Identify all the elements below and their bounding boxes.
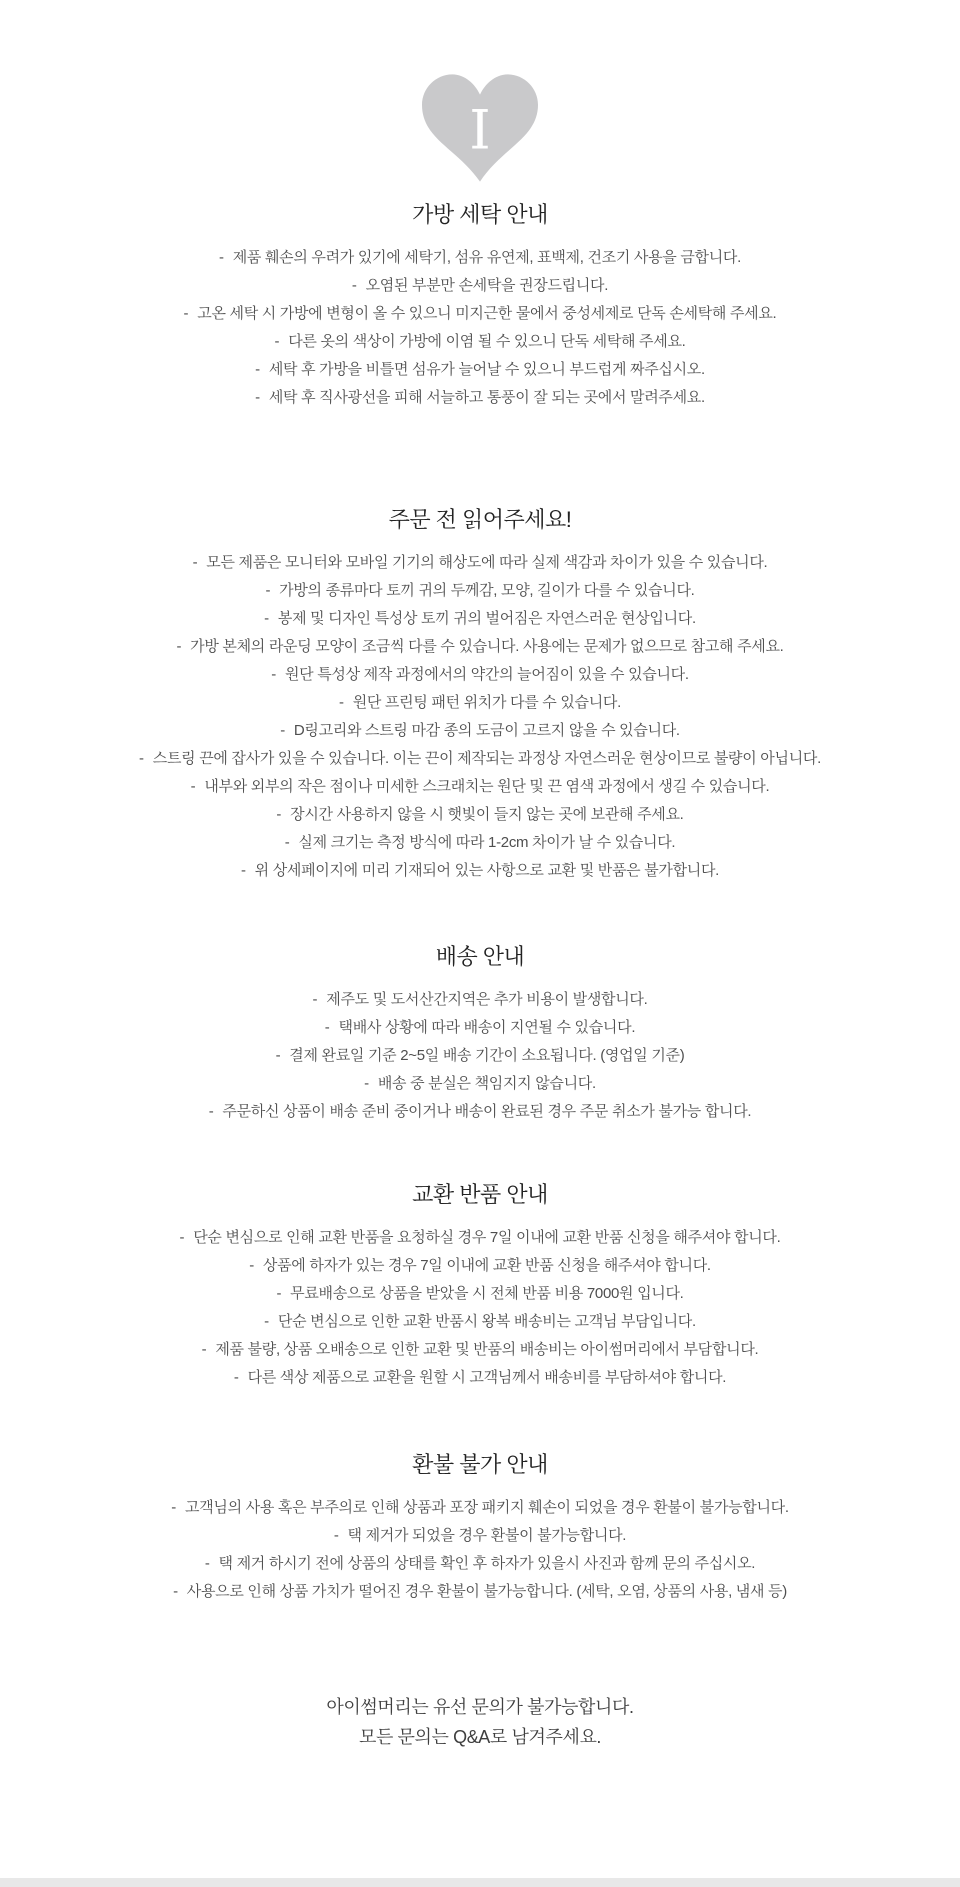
notice-text: 세탁 후 가방을 비틀면 섬유가 늘어날 수 있으니 부드럽게 짜주십시오. — [268, 361, 705, 378]
notice-item — [0, 689, 960, 717]
notice-item — [0, 605, 960, 633]
bullet-dash: - — [240, 862, 246, 879]
notice-text: 단순 변심으로 인해 교환 반품을 요청하실 경우 7일 이내에 교환 반품 신청을 해주셔야 합니다. — [193, 1229, 781, 1246]
notice-item — [0, 1336, 960, 1364]
notice-item — [0, 745, 960, 773]
bullet-dash: - — [171, 1499, 176, 1516]
section-list — [0, 986, 960, 1126]
section-1 — [0, 200, 960, 412]
notice-text: 가방의 종류마다 토끼 귀의 두께감, 모양, 길이가 다를 수 있습니다. — [279, 582, 695, 599]
section-2 — [0, 505, 960, 885]
notice-text: 다른 옷의 색상이 가방에 이염 될 수 있으니 단독 세탁해 주세요. — [288, 333, 686, 350]
notice-item — [0, 384, 960, 412]
notice-item — [0, 328, 960, 356]
footer-line-2: 모든 문의는 Q&A로 남겨주세요. — [358, 1727, 602, 1747]
bullet-dash: - — [233, 1369, 239, 1386]
notice-text: 원단 프린팅 패턴 위치가 다를 수 있습니다. — [352, 694, 621, 711]
notice-text: 가방 본체의 라운딩 모양이 조금씩 다를 수 있습니다. 사용에는 문제가 없으므로 참고해 주세요. — [190, 638, 784, 655]
bullet-dash: - — [276, 806, 282, 823]
notice-text: 고온 세탁 시 가방에 변형이 올 수 있으니 미지근한 물에서 중성세제로 단독 손세탁해 주세요. — [197, 305, 777, 322]
notice-item — [0, 661, 960, 689]
notice-item — [0, 300, 960, 328]
notice-item — [0, 1042, 960, 1070]
notice-item — [0, 577, 960, 605]
notice-text: 제품 불량, 상품 오배송으로 인한 교환 및 반품의 배송비는 아이썸머리에서 부담합니다. — [215, 1341, 759, 1358]
notice-item — [0, 1550, 960, 1578]
notice-text: 스트링 끈에 잡사가 있을 수 있습니다. 이는 끈이 제작되는 과정상 자연스러운 현상이므로 불량이 아닙니다. — [152, 750, 821, 767]
notice-text: 주문하신 상품이 배송 준비 중이거나 배송이 완료된 경우 주문 취소가 불가능 합니다. — [222, 1103, 752, 1120]
bullet-dash: - — [173, 1583, 178, 1600]
bullet-dash: - — [249, 1257, 254, 1274]
notice-text: 무료배송으로 상품을 받았을 시 전체 반품 비용 7000원 입니다. — [290, 1285, 684, 1302]
page-root — [0, 72, 960, 1887]
notice-item — [0, 1280, 960, 1308]
notice-item — [0, 801, 960, 829]
notice-item — [0, 1522, 960, 1550]
section-4 — [0, 1180, 960, 1392]
heart-letter: I — [469, 98, 491, 162]
bullet-dash: - — [255, 389, 260, 406]
section-list — [0, 1224, 960, 1392]
notice-text: 단순 변심으로 인한 교환 반품시 왕복 배송비는 고객님 부담입니다. — [277, 1313, 696, 1330]
bullet-dash: - — [338, 694, 344, 711]
section-list — [0, 1494, 960, 1606]
bullet-dash: - — [275, 1047, 281, 1064]
notice-item — [0, 1364, 960, 1392]
notice-item — [0, 633, 960, 661]
bullet-dash: - — [265, 582, 271, 599]
section-title: 교환 반품 안내 — [412, 1182, 548, 1207]
bullet-dash: - — [364, 1075, 369, 1092]
bullet-dash: - — [324, 1019, 330, 1036]
notice-text: 내부와 외부의 작은 점이나 미세한 스크래치는 원단 및 끈 염색 과정에서 생길 수 있습니다. — [204, 778, 770, 795]
notice-text: 택 제거 하시기 전에 상품의 상태를 확인 후 하자가 있을시 사진과 함께 문의 주십시오. — [218, 1555, 756, 1572]
notice-item — [0, 272, 960, 300]
bullet-dash: - — [208, 1103, 214, 1120]
section-title: 주문 전 읽어주세요! — [388, 507, 572, 532]
bullet-dash: - — [271, 666, 276, 683]
bullet-dash: - — [139, 750, 144, 767]
notice-text: 위 상세페이지에 미리 기재되어 있는 사항으로 교환 및 반품은 불가합니다. — [254, 862, 720, 879]
notice-item — [0, 244, 960, 272]
bullet-dash: - — [179, 1229, 185, 1246]
notice-text: 제품 훼손의 우려가 있기에 세탁기, 섬유 유연제, 표백제, 건조기 사용을 금합니다. — [232, 249, 741, 266]
bullet-dash: - — [255, 361, 260, 378]
notice-item — [0, 1308, 960, 1336]
notice-text: 상품에 하자가 있는 경우 7일 이내에 교환 반품 신청을 해주셔야 합니다. — [262, 1257, 711, 1274]
section-title: 가방 세탁 안내 — [412, 202, 548, 227]
bullet-dash: - — [264, 610, 269, 627]
notice-item — [0, 717, 960, 745]
section-title: 배송 안내 — [435, 944, 525, 969]
notice-item — [0, 829, 960, 857]
section-title: 환불 불가 안내 — [412, 1452, 548, 1477]
notice-text: 다른 색상 제품으로 교환을 원할 시 고객님께서 배송비를 부담하셔야 합니다. — [247, 1369, 727, 1386]
notice-item — [0, 1070, 960, 1098]
bullet-dash: - — [219, 249, 224, 266]
notice-item — [0, 356, 960, 384]
notice-item — [0, 1578, 960, 1606]
bullet-dash: - — [284, 834, 290, 851]
bullet-dash: - — [183, 305, 189, 322]
notice-item — [0, 857, 960, 885]
bullet-dash: - — [274, 333, 280, 350]
notice-text: 택 제거가 되었을 경우 환불이 불가능합니다. — [347, 1527, 627, 1544]
notice-sections — [0, 200, 960, 1606]
bullet-dash: - — [190, 778, 196, 795]
notice-item — [0, 1098, 960, 1126]
notice-text: 세탁 후 직사광선을 피해 서늘하고 통풍이 잘 되는 곳에서 말려주세요. — [268, 389, 705, 406]
section-3 — [0, 942, 960, 1126]
bullet-dash: - — [176, 638, 182, 655]
notice-item — [0, 1252, 960, 1280]
notice-item — [0, 773, 960, 801]
notice-text: 배송 중 분실은 책임지지 않습니다. — [377, 1075, 596, 1092]
notice-text: 모든 제품은 모니터와 모바일 기기의 해상도에 따라 실제 색감과 차이가 있을 수 있습니다. — [206, 554, 768, 571]
bullet-dash: - — [192, 554, 198, 571]
brand-logo — [0, 72, 960, 184]
notice-item — [0, 549, 960, 577]
heart-icon — [422, 73, 538, 183]
section-5 — [0, 1450, 960, 1606]
bullet-dash: - — [351, 277, 357, 294]
notice-text: 장시간 사용하지 않을 시 햇빛이 들지 않는 곳에 보관해 주세요. — [290, 806, 684, 823]
section-list — [0, 244, 960, 412]
notice-text: 실제 크기는 측정 방식에 따라 1-2cm 차이가 날 수 있습니다. — [298, 834, 676, 851]
bullet-dash: - — [276, 1285, 282, 1302]
bottom-divider — [0, 1878, 960, 1887]
footer-note — [0, 1692, 960, 1752]
notice-text: 결제 완료일 기준 2~5일 배송 기간이 소요됩니다. (영업일 기준) — [289, 1047, 685, 1064]
notice-text: 제주도 및 도서산간지역은 추가 비용이 발생합니다. — [326, 991, 648, 1008]
notice-text: 오염된 부분만 손세탁을 권장드립니다. — [365, 277, 609, 294]
notice-text: 사용으로 인해 상품 가치가 떨어진 경우 환불이 불가능합니다. (세탁, 오염, 상품의 사용, 냄새 등) — [186, 1583, 787, 1600]
notice-text: 원단 특성상 제작 과정에서의 약간의 늘어짐이 있을 수 있습니다. — [284, 666, 689, 683]
bullet-dash: - — [201, 1341, 207, 1358]
footer-line-1: 아이썸머리는 유선 문의가 불가능합니다. — [326, 1697, 634, 1717]
notice-text: D링고리와 스트링 마감 종의 도금이 고르지 않을 수 있습니다. — [293, 722, 680, 739]
bullet-dash: - — [280, 722, 285, 739]
notice-text: 봉제 및 디자인 특성상 토끼 귀의 벌어짐은 자연스러운 현상입니다. — [277, 610, 696, 627]
bullet-dash: - — [264, 1313, 269, 1330]
notice-item — [0, 986, 960, 1014]
bullet-dash: - — [204, 1555, 210, 1572]
notice-item — [0, 1014, 960, 1042]
bullet-dash: - — [333, 1527, 339, 1544]
notice-item — [0, 1224, 960, 1252]
notice-text: 택배사 상황에 따라 배송이 지연될 수 있습니다. — [338, 1019, 636, 1036]
bullet-dash: - — [312, 991, 318, 1008]
notice-item — [0, 1494, 960, 1522]
notice-text: 고객님의 사용 혹은 부주의로 인해 상품과 포장 패키지 훼손이 되었을 경우 환불이 불가능합니다. — [185, 1499, 789, 1516]
section-list — [0, 549, 960, 885]
